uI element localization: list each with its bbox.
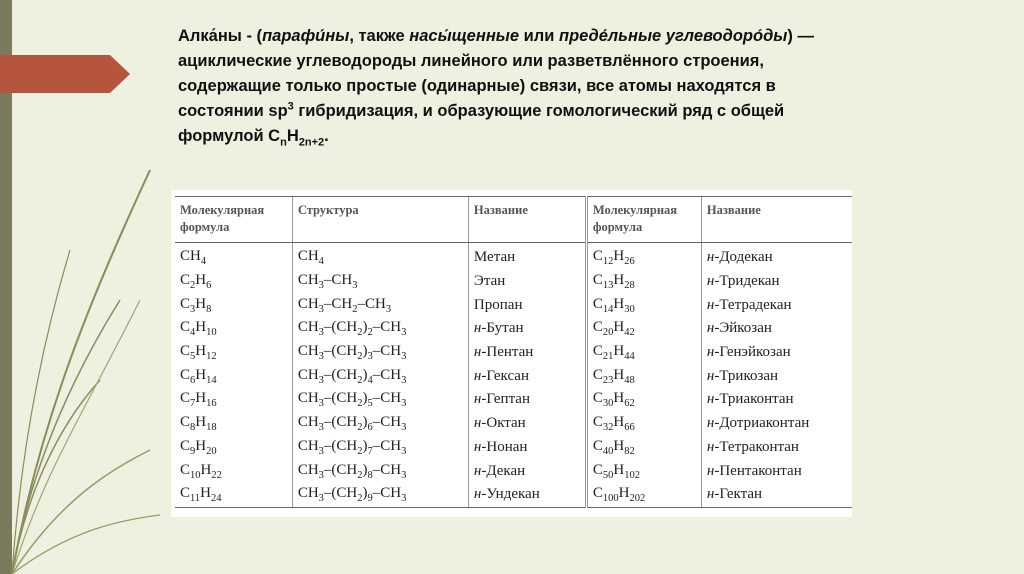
structure-cell [292,270,468,294]
compound-name: Октан [486,415,526,432]
formula-part: H [613,272,625,289]
formula-part: C [180,295,191,312]
formula-subscript: 3 [385,303,392,315]
formula-part: C [592,390,603,407]
formula-part: CH [297,319,319,336]
formula-subscript: 3 [318,374,324,386]
normal-prefix: н- [473,344,487,361]
formula-subscript: 3 [318,398,324,410]
compound-name: Тридекан [719,273,780,290]
formula-subscript: 28 [624,280,635,292]
formula-part: ) [362,485,368,502]
formula-part: H [613,295,625,312]
formula-part: CH [297,390,319,407]
mol-formula-cell-2 [586,364,701,388]
text-fragment: или [519,27,559,45]
formula-subscript: 10 [206,327,217,339]
formula-subscript: 50 [602,469,614,481]
compound-name: Генэйкозан [719,344,791,361]
structure-cell [292,388,468,412]
structure-cell [292,364,468,388]
term: Алка́ны [178,27,242,45]
formula-part: –(CH [323,343,358,360]
name-cell [468,317,586,341]
formula-part: –CH [372,414,402,431]
table-row [175,243,852,270]
formula-subscript: 23 [602,374,614,386]
compound-name: Тетрадекан [719,296,792,313]
formula-subscript: 3 [367,351,373,363]
structure-cell [292,459,468,483]
formula-part: –(CH [323,461,358,478]
alt-name-2: насы́щенные [409,27,520,45]
formula-subscript: 82 [624,445,635,457]
formula-subscript: 12 [602,256,614,268]
normal-prefix: н- [706,273,720,290]
formula-part: ) [362,319,368,336]
normal-prefix: н- [706,249,720,266]
compound-name: Ундекан [486,486,540,503]
formula-part: CH [297,272,319,289]
formula-subscript: 30 [602,398,614,410]
normal-prefix: н- [706,438,720,455]
formula-subscript: 6 [190,374,196,386]
mol-formula-cell [175,364,292,388]
table-row [175,317,852,341]
normal-prefix: н- [706,320,720,337]
formula-subscript: 13 [602,280,614,292]
formula-subscript: 4 [190,327,196,339]
formula-subscript: 3 [318,351,324,363]
formula-subscript: 2 [357,327,363,339]
formula-part: C [592,248,603,265]
normal-prefix: н- [473,486,487,503]
formula-part: C [180,414,191,431]
mol-formula-cell [175,459,292,483]
formula-subscript: 2 [357,469,363,481]
formula-part: C [180,248,191,265]
formula-part: H [195,437,207,454]
formula-subscript: 24 [210,493,222,505]
mol-formula-cell-2 [586,483,701,507]
formula-part: H [613,390,625,407]
compound-name: Пентан [486,344,534,361]
formula-part: C [592,414,603,431]
formula-subscript: 5 [190,351,196,363]
formula-subscript: 4 [318,256,324,268]
normal-prefix: н- [706,462,720,479]
name-cell [468,412,586,436]
name-cell-2 [701,483,852,507]
accent-arrow-tip [110,55,130,93]
mol-formula-cell-2 [586,459,701,483]
compound-name: Пропан [473,296,523,313]
mol-formula-cell [175,483,292,507]
formula-part: C [592,461,603,478]
formula-subscript: 6 [206,280,212,292]
formula-subscript: 3 [318,327,324,339]
formula-subscript: 3 [401,398,407,410]
formula-subscript: 44 [624,351,635,363]
formula-part: CH [297,295,319,312]
structure-cell [292,341,468,365]
normal-prefix: н- [473,415,487,432]
name-cell-2 [701,243,852,270]
normal-prefix: н- [706,391,720,408]
mol-formula-cell [175,243,292,270]
formula-subscript: 100 [602,493,619,505]
formula-part: C [180,319,191,336]
table-row [175,483,852,507]
formula-part: C [180,366,191,383]
formula-part: C [180,272,191,289]
name-cell [468,293,586,317]
compound-name: Трикозан [719,367,779,384]
formula-subscript: 2 [357,398,363,410]
structure-cell [292,436,468,460]
header-name-2: Название [701,197,852,243]
formula-part: –CH [323,295,353,312]
name-cell [468,459,586,483]
formula-part: H [195,295,207,312]
formula-part: –(CH [323,437,358,454]
formula-part: H [613,437,625,454]
formula-subscript: 3 [401,493,407,505]
formula-subscript: 62 [624,398,635,410]
formula-part: H [613,414,625,431]
formula-part: ) [362,343,368,360]
mol-formula-cell-2 [586,293,701,317]
formula-subscript: 30 [624,303,635,315]
mol-formula-cell-2 [586,388,701,412]
formula-subscript: 3 [352,280,358,292]
normal-prefix: н- [706,296,720,313]
formula-part: H [618,485,630,502]
formula-part: –(CH [323,390,358,407]
formula-part: CH [297,485,319,502]
formula-part: ) [362,461,368,478]
table-row [175,388,852,412]
formula-subscript: 8 [206,303,212,315]
formula-part: –CH [372,343,402,360]
formula-part: C [180,390,191,407]
name-cell-2 [701,293,852,317]
formula-subscript: 3 [401,327,407,339]
formula-subscript: 21 [602,351,614,363]
name-cell-2 [701,270,852,294]
formula-part: C [592,343,603,360]
formula-subscript: 3 [401,469,407,481]
accent-arrow-body [0,55,110,93]
formula-subscript: 7 [367,445,373,457]
formula-part: CH [297,343,319,360]
formula-part: C [592,485,603,502]
formula-subscript: 3 [318,280,324,292]
formula-part: H [613,319,625,336]
name-cell-2 [701,341,852,365]
alkanes-table [175,196,852,508]
mol-formula-cell-2 [586,436,701,460]
formula-part: H [195,319,207,336]
structure-cell [292,243,468,270]
formula-subscript: 20 [602,327,614,339]
compound-name: Дотриаконтан [719,415,810,432]
formula-part: H [195,366,207,383]
formula-part: –CH [372,461,402,478]
formula-subscript: 2 [357,445,363,457]
table-row [175,364,852,388]
structure-cell [292,483,468,507]
table-row [175,270,852,294]
header-name-1: Название [468,197,586,243]
formula-subscript: 48 [624,374,635,386]
table-row [175,293,852,317]
formula-subscript: 2 [190,280,196,292]
formula-part: H [613,366,625,383]
formula-part: –(CH [323,366,358,383]
name-cell [468,436,586,460]
compound-name: Этан [473,273,506,290]
formula-subscript: 2 [357,422,363,434]
formula-subscript: 12 [206,351,217,363]
formula-subscript: 14 [206,374,217,386]
formula-part: –CH [372,485,402,502]
name-cell-2 [701,436,852,460]
name-cell-2 [701,459,852,483]
table-row [175,459,852,483]
normal-prefix: н- [706,367,720,384]
mol-formula-cell-2 [586,317,701,341]
formula-part: H [200,485,211,502]
formula-subscript: 10 [190,469,201,481]
normal-prefix: н- [473,320,487,337]
name-cell [468,388,586,412]
formula-sub-n: n [280,136,287,149]
compound-name: Гектан [719,486,763,503]
formula-subscript: 6 [367,422,373,434]
formula-subscript: 2 [357,374,363,386]
mol-formula-cell [175,270,292,294]
mol-formula-cell [175,436,292,460]
normal-prefix: н- [706,415,720,432]
name-cell-2 [701,412,852,436]
compound-name: Триаконтан [719,391,794,408]
normal-prefix: н- [473,462,487,479]
mol-formula-cell-2 [586,270,701,294]
formula-part: H [195,272,207,289]
formula-subscript: 8 [190,422,196,434]
normal-prefix: н- [473,438,487,455]
formula-part: –CH [323,272,353,289]
header-structure: Структура [292,197,468,243]
normal-prefix: н- [473,391,487,408]
formula-sub-2n2: 2n+2 [298,136,325,149]
formula-part: –CH [357,295,386,312]
formula-subscript: 20 [206,445,217,457]
formula-part: –CH [372,437,402,454]
formula-subscript: 11 [190,493,201,505]
formula-part: C [592,272,603,289]
formula-subscript: 102 [624,469,640,481]
formula-part: –(CH [323,485,358,502]
formula-subscript: 16 [206,398,217,410]
formula-part: H [195,414,207,431]
formula-part: H [613,461,625,478]
formula-subscript: 2 [357,351,363,363]
header-mol-formula-2: Молекулярная формула [586,197,701,243]
formula-part: C [592,319,603,336]
compound-name: Додекан [719,249,773,266]
formula-part: C [180,437,191,454]
formula-subscript: 26 [624,256,635,268]
formula-part: –CH [372,366,402,383]
formula-subscript: 9 [190,445,196,457]
formula-part: ) [362,437,368,454]
formula-part: –CH [372,319,402,336]
alkane-definition [178,24,858,149]
formula-subscript: 4 [200,256,207,268]
compound-name: Метан [473,249,516,266]
table-body [175,243,852,508]
mol-formula-cell [175,317,292,341]
normal-prefix: н- [706,486,720,503]
formula-end: . [324,127,329,145]
definition-text: гибридизация, и образующие гомологический ряд с общей формулой C [178,102,785,145]
formula-subscript: 3 [401,422,407,434]
formula-part: C [180,485,191,502]
formula-part: C [592,295,603,312]
formula-subscript: 3 [190,303,196,315]
formula-h: H [286,127,299,145]
formula-part: C [592,366,603,383]
structure-cell [292,317,468,341]
formula-subscript: 66 [624,422,635,434]
normal-prefix: н- [473,367,487,384]
table-row [175,436,852,460]
structure-cell [292,293,468,317]
text-fragment: , также [349,27,410,45]
name-cell [468,270,586,294]
formula-part: H [613,343,625,360]
name-cell-2 [701,317,852,341]
name-cell [468,483,586,507]
formula-subscript: 3 [318,469,324,481]
formula-part: CH [297,461,319,478]
formula-part: C [180,461,191,478]
formula-subscript: 22 [211,469,222,481]
formula-part: H [613,248,625,265]
formula-part: ) [362,366,368,383]
normal-prefix: н- [706,344,720,361]
alt-name-1: парафи́ны [262,27,350,45]
formula-subscript: 7 [190,398,196,410]
formula-subscript: 3 [401,374,407,386]
dash: - ( [241,27,263,45]
name-cell [468,341,586,365]
mol-formula-cell [175,293,292,317]
formula-part: CH [297,248,319,265]
formula-part: H [195,343,207,360]
name-cell-2 [701,364,852,388]
formula-part: H [190,248,201,265]
header-mol-formula-1: Молекулярная формула [175,197,292,243]
formula-subscript: 3 [318,422,324,434]
formula-part: ) [362,414,368,431]
name-cell [468,364,586,388]
alt-name-3: преде́льные углеводоро́ды [559,27,788,45]
formula-subscript: 3 [401,445,407,457]
formula-part: ) [362,390,368,407]
name-cell-2 [701,388,852,412]
compound-name: Пентаконтан [719,462,802,479]
structure-cell [292,412,468,436]
mol-formula-cell [175,412,292,436]
compound-name: Гексан [486,367,529,384]
formula-subscript: 3 [401,351,407,363]
formula-subscript: 9 [367,493,373,505]
sp-superscript: 3 [287,100,294,113]
formula-subscript: 8 [367,469,373,481]
formula-part: CH [297,437,319,454]
formula-part: C [180,343,191,360]
formula-subscript: 4 [367,374,373,386]
compound-name: Декан [486,462,526,479]
formula-part: CH [297,414,319,431]
formula-subscript: 42 [624,327,635,339]
formula-subscript: 2 [357,493,363,505]
formula-part: –(CH [323,319,358,336]
mol-formula-cell-2 [586,412,701,436]
formula-subscript: 5 [367,398,373,410]
formula-part: CH [297,366,319,383]
formula-subscript: 32 [602,422,614,434]
formula-subscript: 3 [318,493,324,505]
formula-part: H [195,390,207,407]
formula-part: H [200,461,212,478]
formula-subscript: 202 [629,493,646,505]
formula-part: –CH [372,390,402,407]
compound-name: Тетраконтан [719,438,799,455]
table-row [175,412,852,436]
formula-part: C [592,437,603,454]
mol-formula-cell [175,388,292,412]
mol-formula-cell [175,341,292,365]
compound-name: Эйкозан [719,320,772,337]
formula-subscript: 3 [318,303,324,315]
formula-subscript: 2 [367,327,373,339]
alkanes-table-image [171,190,852,517]
mol-formula-cell-2 [586,341,701,365]
formula-subscript: 40 [602,445,614,457]
formula-subscript: 14 [602,303,614,315]
compound-name: Нонан [486,438,528,455]
formula-part: –(CH [323,414,358,431]
formula-subscript: 2 [352,303,358,315]
compound-name: Бутан [486,320,524,337]
formula-subscript: 3 [318,445,324,457]
definition-text: ) — ациклические углеводороды линейного или разветвлённого строения, содержащие только простые (одинарные) связи, все атомы находятся в состоянии sp [178,27,814,120]
formula-subscript: 18 [206,422,217,434]
name-cell [468,243,586,270]
compound-name: Гептан [486,391,530,408]
table-row [175,341,852,365]
mol-formula-cell-2 [586,243,701,270]
